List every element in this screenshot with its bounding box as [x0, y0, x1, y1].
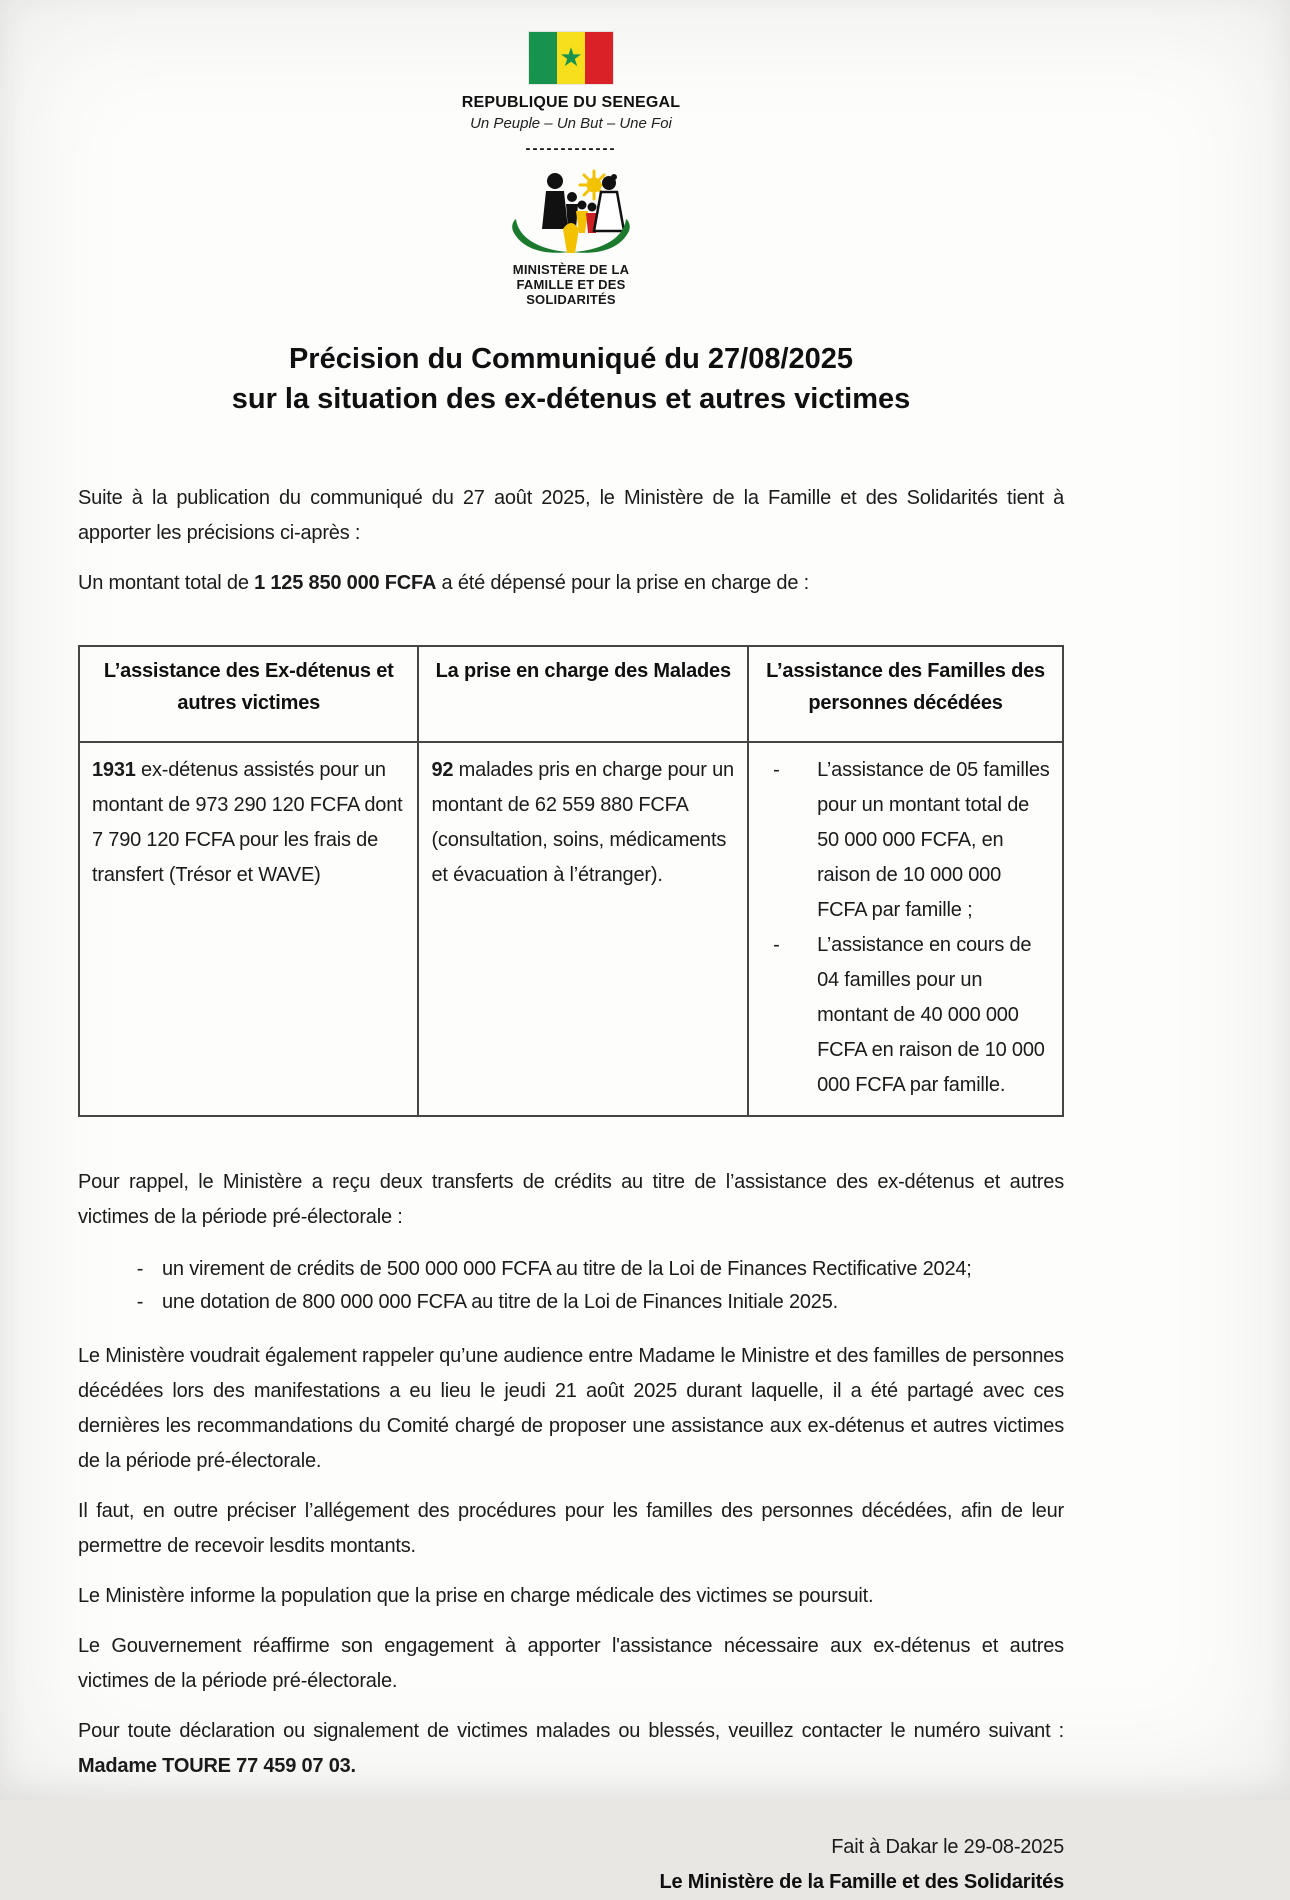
credit-bullet-1: [106, 1253, 1064, 1286]
exdetenus-count: 1931: [92, 759, 136, 781]
ministry-name-line1: MINISTÈRE DE LA: [512, 262, 630, 277]
table-cell-malades: [418, 742, 748, 1116]
table-header-malades: La prise en charge des Malades: [418, 646, 748, 742]
intro-paragraph: Suite à la publication du communiqué du 27 août 2025, le Ministère de la Famille et des Solidarités tient à apporter les précisions ci-après :: [78, 487, 1064, 544]
signature-date: Fait à Dakar le 29-08-2025: [831, 1836, 1064, 1858]
amount-prefix: Un montant total de: [78, 572, 255, 594]
amount-suffix: a été dépensé pour la prise en charge de :: [436, 572, 809, 594]
dash-marker: -: [773, 934, 780, 956]
contact-name-number: Madame TOURE 77 459 07 03.: [78, 1755, 356, 1777]
signature-block: [78, 1830, 1064, 1900]
table-header-row: [79, 646, 1063, 742]
engagement-paragraph: Le Gouvernement réaffirme son engagement à apporter l'assistance nécessaire aux ex-détenus et autres victimes de la période pré-électorale.: [78, 1635, 1064, 1692]
senegal-flag-icon: [529, 32, 613, 84]
table-header-familles: L’assistance des Familles des personnes décédées: [748, 646, 1063, 742]
table-cell-exdetenus: [79, 742, 418, 1116]
ministry-name: [78, 262, 1064, 307]
table-body-row: [79, 742, 1063, 1116]
audience-paragraph: Le Ministère voudrait également rappeler qu’une audience entre Madame le Ministre et des familles de personnes décédées lors des manifestations a eu lieu le jeudi 21 août 2025 durant laquelle, il a été partagé avec ces dernières les recommandations du Comité chargé de proposer une assistance aux ex-détenus et autres victimes de la période pré-électorale.: [78, 1345, 1064, 1472]
dash-marker: -: [136, 1291, 144, 1313]
familles-item-2: [761, 928, 1050, 1103]
prise-en-charge-paragraph: Le Ministère informe la population que la prise en charge médicale des victimes se poursuit.: [78, 1585, 874, 1607]
credit-bullet-2: [106, 1286, 1064, 1319]
national-motto: Un Peuple – Un But – Une Foi: [470, 115, 672, 132]
allegement-paragraph: Il faut, en outre préciser l’allégement des procédures pour les familles des personnes décédées, afin de leur permettre de recevoir lesdits montants.: [78, 1500, 1064, 1557]
document-header: [78, 0, 1064, 307]
table-cell-familles: [748, 742, 1063, 1116]
republic-title: REPUBLIQUE DU SENEGAL: [461, 94, 681, 111]
contact-paragraph: [78, 1714, 1064, 1784]
flag-star-icon: ★: [559, 41, 583, 72]
ministry-logo-icon: [78, 167, 1064, 260]
malades-text: malades pris en charge pour un montant de 62 559 880 FCFA (consultation, soins, médicaments et évacuation à l’étranger).: [431, 759, 734, 886]
signature-entity: Le Ministère de la Famille et des Solidarités: [659, 1871, 1064, 1893]
familles-item-2-text: L’assistance en cours de 04 familles pour un montant de 40 000 000 FCFA en raison de 10 000 000 FCFA par famille.: [817, 934, 1045, 1096]
table-header-exdetenus: L’assistance des Ex-détenus et autres victimes: [79, 646, 418, 742]
malades-count: 92: [431, 759, 454, 781]
assistance-table: [78, 645, 1064, 1117]
document-title-line1: Précision du Communiqué du 27/08/2025: [288, 343, 854, 375]
document-content: [78, 0, 1064, 1900]
dash-marker: -: [773, 759, 780, 781]
familles-item-1: [761, 753, 1050, 928]
document-title-line2: sur la situation des ex-détenus et autres victimes: [231, 383, 911, 415]
familles-item-1-text: L’assistance de 05 familles pour un montant total de 50 000 000 FCFA, en raison de 10 000 000 FCFA par famille ;: [817, 759, 1050, 921]
credit-bullet-1-text: un virement de crédits de 500 000 000 FCFA au titre de la Loi de Finances Rectificative 2024;: [162, 1258, 972, 1280]
ministry-name-line3: SOLIDARITÉS: [526, 292, 616, 307]
dash-marker: -: [136, 1258, 144, 1280]
credit-bullet-2-text: une dotation de 800 000 000 FCFA au titre de la Loi de Finances Initiale 2025.: [162, 1291, 839, 1313]
total-amount-value: 1 125 850 000 FCFA: [254, 572, 437, 594]
total-amount-paragraph: [78, 566, 1064, 601]
credit-bullet-list: [106, 1253, 1064, 1319]
separator-dashes: -------------: [525, 140, 617, 157]
rappel-paragraph: Pour rappel, le Ministère a reçu deux transferts de crédits au titre de l’assistance des ex-détenus et autres victimes de la période pré-électorale :: [78, 1171, 1064, 1228]
contact-prefix: Pour toute déclaration ou signalement de victimes malades ou blessés, veuillez contacter le numéro suivant :: [78, 1720, 1064, 1742]
document-title: [78, 339, 1064, 419]
ministry-name-line2: FAMILLE ET DES: [516, 277, 626, 292]
exdetenus-text: ex-détenus assistés pour un montant de 973 290 120 FCFA dont 7 790 120 FCFA pour les frais de transfert (Trésor et WAVE): [92, 759, 403, 886]
